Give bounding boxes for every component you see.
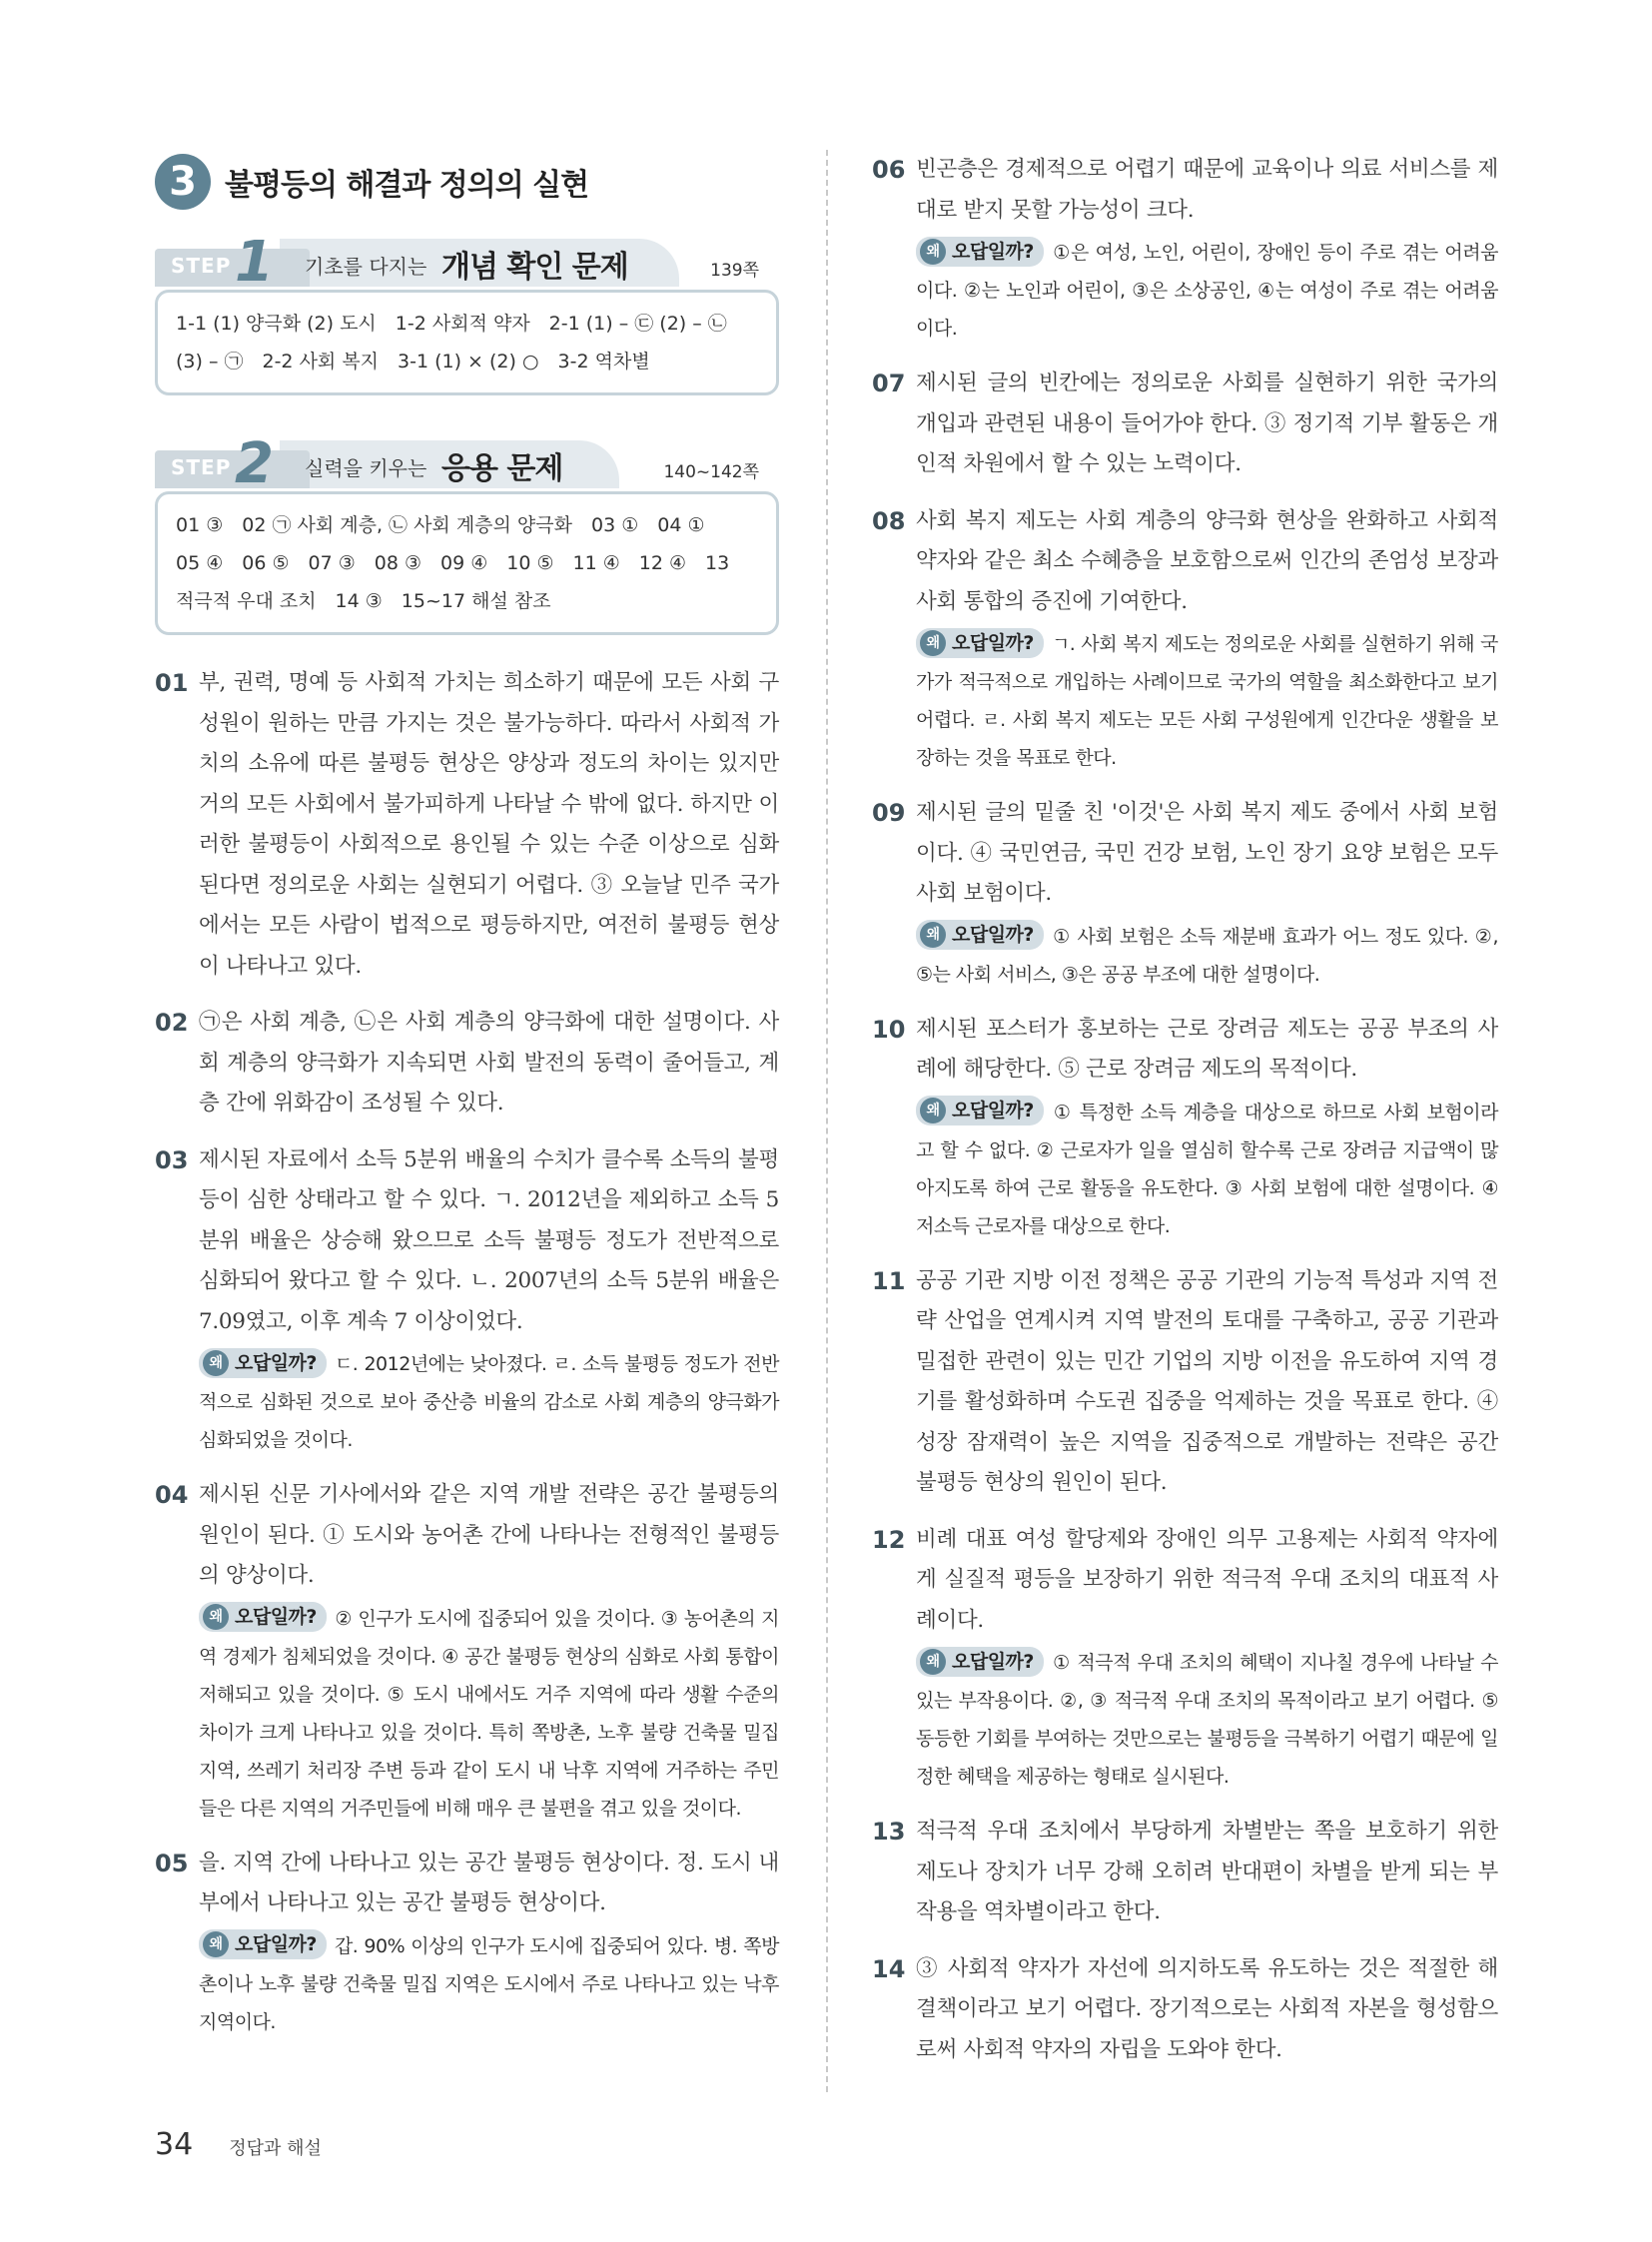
item-text: 제시된 포스터가 홍보하는 근로 장려금 제도는 공공 부조의 사례에 해당한다. ⑤ 근로 장려금 제도의 목적이다. <box>916 1016 1498 1082</box>
why-label: 오답일까? <box>952 1650 1034 1673</box>
why-text: ② 인구가 도시에 집중되어 있을 것이다. ③ 농어촌의 지역 경제가 침체되었을 것이다. ④ 공간 불평등 현상의 심화로 사회 통합이 저해되고 있을 것이다. ⑤ 도시 내에서도 거주 지역에 따라 생활 수준의 차이가 크게 나타나고 있을 것이다. 특히 쪽방촌, 노후 불량 건축물 밀집 지역, 쓰레기 처리장 주변 등과 같이 도시 내 낙후 지역에 거주하는 주민들은 다른 지역의 거주민들에 비해 매우 큰 불편을 겪고 있을 것이다. <box>199 1607 779 1820</box>
why-label: 오답일까? <box>235 1351 317 1374</box>
answer-item-02 <box>155 1003 779 1124</box>
why-label: 오답일까? <box>235 1606 317 1628</box>
why-badge <box>916 1096 1044 1125</box>
why-badge <box>199 1602 327 1632</box>
wrong-answer-note <box>916 1094 1498 1245</box>
item-text: 비례 대표 여성 할당제와 장애인 의무 고용제는 사회적 약자에게 실질적 평등을 보장하기 위한 적극적 우대 조치의 대표적 사례이다. <box>916 1526 1498 1633</box>
why-icon: 왜 <box>203 1350 229 1376</box>
item-text: 을. 지역 간에 나타나고 있는 공간 불평등 현상이다. 정. 도시 내부에서 나타나고 있는 공간 불평등 현상이다. <box>199 1850 779 1915</box>
wrong-answer-note <box>916 625 1498 777</box>
wrong-answer-note <box>199 1600 779 1828</box>
answer-item-10 <box>872 1010 1498 1245</box>
step2-page: 140~142쪽 <box>663 462 759 482</box>
answer-item-01 <box>155 663 779 987</box>
why-text: ① 적극적 우대 조치의 혜택이 지나칠 경우에 나타날 수 있는 부작용이다. ②, ③ 적극적 우대 조치의 목적이라고 보기 어렵다. ⑤ 동등한 기회를 부여하는 것만으로는 불평등을 극복하기 어렵기 때문에 일정한 혜택을 제공하는 형태로 실시된다. <box>916 1652 1498 1788</box>
step2-line: 적극적 우대 조치 14 ③ 15~17 해설 참조 <box>176 590 551 612</box>
item-number: 14 <box>872 1954 906 1983</box>
answer-item-13 <box>872 1812 1498 1933</box>
why-text: ① 특정한 소득 계층을 대상으로 하므로 사회 보험이라고 할 수 없다. ② 근로자가 일을 열심히 할수록 근로 장려금 지급액이 많아지도록 하여 근로 활동을 유도한다. ③ 사회 보험에 대한 설명이다. ④ 저소득 근로자를 대상으로 한다. <box>916 1101 1498 1237</box>
why-icon: 왜 <box>203 1604 229 1630</box>
why-text: ①은 여성, 노인, 어린이, 장애인 등이 주로 겪는 어려움이다. ②는 노인과 어린이, ③은 소상공인, ④는 여성이 주로 겪는 어려움이다. <box>916 242 1498 340</box>
why-badge <box>916 237 1044 267</box>
step1-box <box>155 230 779 395</box>
why-label: 오답일까? <box>952 1100 1034 1121</box>
section-title: 불평등의 해결과 정의의 실현 <box>225 168 589 203</box>
why-badge <box>916 920 1044 950</box>
step2-line: 05 ④ 06 ⑤ 07 ③ 08 ③ 09 ④ 10 ⑤ 11 ④ 12 ④ 13 <box>176 552 730 574</box>
left-column <box>155 150 779 2057</box>
column-divider <box>826 150 828 2092</box>
wrong-answer-note <box>916 1644 1498 1796</box>
why-label: 오답일까? <box>235 1933 317 1955</box>
why-icon: 왜 <box>920 1098 946 1123</box>
answer-item-11 <box>872 1261 1498 1504</box>
why-icon: 왜 <box>920 630 946 656</box>
step1-number: 1 <box>235 230 274 295</box>
item-number: 09 <box>872 799 906 827</box>
page-number: 34 <box>155 2127 194 2162</box>
item-number: 12 <box>872 1525 906 1554</box>
step1-title: 개념 확인 문제 <box>441 250 628 285</box>
page-footer <box>155 2127 322 2162</box>
item-text: 부, 권력, 명예 등 사회적 가치는 희소하기 때문에 모든 사회 구성원이 원하는 만큼 가지는 것은 불가능하다. 따라서 사회적 가치의 소유에 따른 불평등 현상은 양상과 정도의 차이는 있지만 거의 모든 사회에서 불가피하게 나타날 수 밖에 없다. 하지만 이러한 불평등이 사회적으로 용인될 수 있는 수준 이상으로 심화된다면 정의로운 사회는 실현되기 어렵다. ③ 오늘날 민주 국가에서는 모든 사람이 법적으로 평등하지만, 여전히 불평등 현상이 나타나고 있다. <box>199 670 779 979</box>
why-badge <box>916 628 1044 658</box>
why-icon: 왜 <box>203 1931 229 1957</box>
section-header <box>155 150 779 214</box>
section-number: 3 <box>155 154 211 210</box>
why-badge <box>916 1647 1044 1677</box>
why-text: ㄱ. 사회 복지 제도는 정의로운 사회를 실현하기 위해 국가가 적극적으로 개입하는 사례이므로 국가의 역할을 최소화한다고 보기 어렵다. ㄹ. 사회 복지 제도는 모든 사회 구성원에게 인간다운 생활을 보장하는 것을 목표로 한다. <box>916 633 1498 769</box>
item-number: 06 <box>872 156 906 184</box>
step2-subtitle: 실력을 키우는 <box>305 456 427 480</box>
step1-line: 1-1 (1) 양극화 (2) 도시 1-2 사회적 약자 2-1 (1) – ㉢ (2) – ㉡ <box>176 313 727 335</box>
answer-item-03 <box>155 1140 779 1460</box>
item-number: 10 <box>872 1015 906 1044</box>
item-number: 04 <box>155 1481 189 1509</box>
step1-word: STEP <box>171 254 232 278</box>
right-column <box>872 150 1498 2086</box>
answer-item-07 <box>872 364 1498 485</box>
answer-item-08 <box>872 501 1498 778</box>
why-label: 오답일까? <box>952 240 1034 263</box>
item-number: 03 <box>155 1145 189 1174</box>
step2-line: 01 ③ 02 ㉠ 사회 계층, ㉡ 사회 계층의 양극화 03 ① 04 ① <box>176 514 705 536</box>
why-icon: 왜 <box>920 239 946 265</box>
step1-subtitle: 기초를 다지는 <box>305 255 427 279</box>
item-number: 05 <box>155 1849 189 1877</box>
item-text: ③ 사회적 약자가 자선에 의지하도록 유도하는 것은 적절한 해결책이라고 보기 어렵다. 장기적으로는 사회적 자본을 형성함으로써 사회적 약자의 자립을 도와야 한다. <box>916 1955 1498 2062</box>
item-text: 제시된 자료에서 소득 5분위 배율의 수치가 클수록 소득의 불평등이 심한 상태라고 할 수 있다. ㄱ. 2012년을 제외하고 소득 5분위 배율은 상승해 왔으므로 소득 불평등 정도가 전반적으로 심화되어 왔다고 할 수 있다. ㄴ. 2007년의 소득 5분위 배율은 7.09였고, 이후 계속 7 이상이었다. <box>199 1146 779 1334</box>
item-text: 제시된 글의 빈칸에는 정의로운 사회를 실현하기 위한 국가의 개입과 관련된 내용이 들어가야 한다. ③ 정기적 기부 활동은 개인적 차원에서 할 수 있는 노력이다. <box>916 371 1498 476</box>
step1-page: 139쪽 <box>710 261 759 281</box>
wrong-answer-note <box>916 234 1498 348</box>
step2-answers <box>155 491 779 635</box>
why-badge <box>199 1929 327 1959</box>
item-text: ㉠은 사회 계층, ㉡은 사회 계층의 양극화에 대한 설명이다. 사회 계층의 양극화가 지속되면 사회 발전의 동력이 줄어들고, 계층 간에 위화감이 조성될 수 있다. <box>199 1010 779 1116</box>
step2-number: 2 <box>235 431 274 496</box>
item-text: 사회 복지 제도는 사회 계층의 양극화 현상을 완화하고 사회적 약자와 같은 최소 수혜층을 보호함으로써 인간의 존엄성 보장과 사회 통합의 증진에 기여한다. <box>916 507 1498 614</box>
item-number: 13 <box>872 1818 906 1846</box>
item-number: 01 <box>155 669 189 697</box>
answer-item-06 <box>872 150 1498 348</box>
wrong-answer-note <box>199 1345 779 1459</box>
item-number: 08 <box>872 506 906 535</box>
answer-item-09 <box>872 793 1498 994</box>
why-label: 오답일까? <box>952 631 1034 654</box>
wrong-answer-note <box>199 1927 779 2041</box>
wrong-answer-note <box>916 918 1498 994</box>
step2-title: 응용 문제 <box>441 451 563 486</box>
answer-item-04 <box>155 1475 779 1828</box>
footer-label: 정답과 해설 <box>229 2138 322 2159</box>
item-text: 적극적 우대 조치에서 부당하게 차별받는 쪽을 보호하기 위한 제도나 장치가 너무 강해 오히려 반대편이 차별을 받게 되는 부작용을 역차별이라고 한다. <box>916 1819 1498 1924</box>
item-number: 02 <box>155 1009 189 1037</box>
item-number: 11 <box>872 1266 906 1295</box>
step2-word: STEP <box>171 455 232 479</box>
step2-box <box>155 431 779 635</box>
item-text: 제시된 신문 기사에서와 같은 지역 개발 전략은 공간 불평등의 원인이 된다. ① 도시와 농어촌 간에 나타나는 전형적인 불평등의 양상이다. <box>199 1482 779 1588</box>
item-text: 공공 기관 지방 이전 정책은 공공 기관의 기능적 특성과 지역 전략 산업을 연계시켜 지역 발전의 토대를 구축하고, 공공 기관과 밀접한 관련이 있는 민간 기업의 지방 이전을 유도하여 지역 경기를 활성화하며 수도권 집중을 억제하는 것을 목표로 한다. ④ 성장 잠재력이 높은 지역을 집중적으로 개발하는 전략은 공간 불평등 현상의 원인이 된다. <box>916 1267 1498 1495</box>
why-text: ㄷ. 2012년에는 낮아졌다. ㄹ. 소득 불평등 정도가 전반적으로 심화된 것으로 보아 중산층 비율의 감소로 사회 계층의 양극화가 심화되었을 것이다. <box>199 1353 779 1451</box>
step1-line: (3) – ㉠ 2-2 사회 복지 3-1 (1) × (2) ○ 3-2 역차별 <box>176 351 650 373</box>
answer-item-12 <box>872 1520 1498 1797</box>
step1-answers <box>155 290 779 395</box>
why-text: ① 사회 보험은 소득 재분배 효과가 어느 정도 있다. ②, ⑤는 사회 서비스, ③은 공공 부조에 대한 설명이다. <box>916 925 1498 986</box>
why-icon: 왜 <box>920 1649 946 1675</box>
why-label: 오답일까? <box>952 924 1034 946</box>
answer-item-05 <box>155 1844 779 2041</box>
why-text: 갑. 90% 이상의 인구가 도시에 집중되어 있다. 병. 쪽방촌이나 노후 불량 건축물 밀집 지역은 도시에서 주로 나타나고 있는 낙후 지역이다. <box>199 1934 779 2033</box>
item-number: 07 <box>872 370 906 397</box>
item-text: 빈곤층은 경제적으로 어렵기 때문에 교육이나 의료 서비스를 제대로 받지 못할 가능성이 크다. <box>916 157 1498 223</box>
why-badge <box>199 1348 327 1378</box>
item-text: 제시된 글의 밑줄 친 '이것'은 사회 복지 제도 중에서 사회 보험이다. ④ 국민연금, 국민 건강 보험, 노인 장기 요양 보험은 모두 사회 보험이다. <box>916 800 1498 906</box>
answer-item-14 <box>872 1949 1498 2071</box>
why-icon: 왜 <box>920 922 946 948</box>
